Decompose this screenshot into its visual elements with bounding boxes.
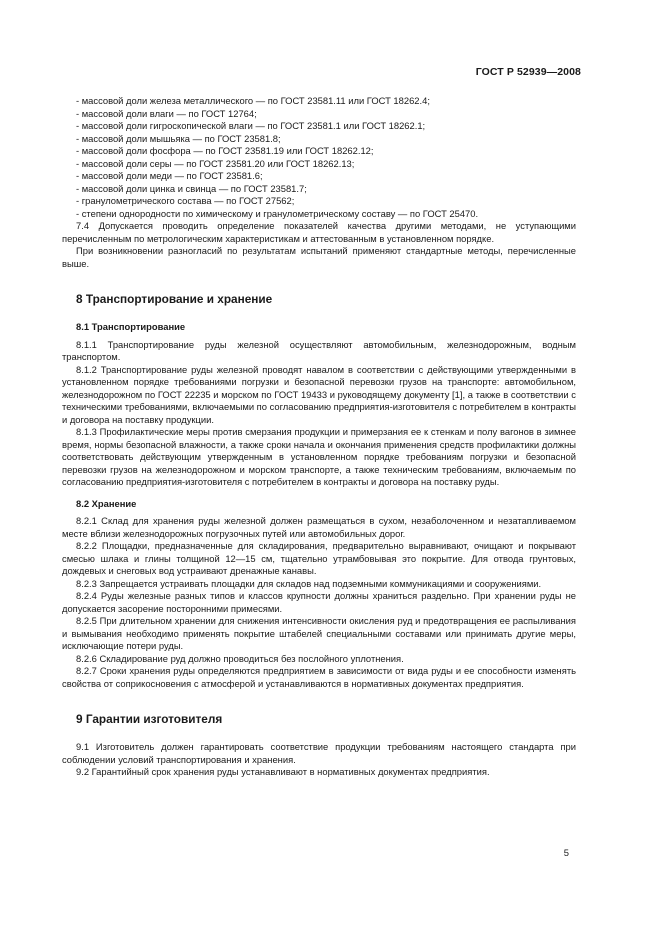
paragraph-dispute: При возникновении разногласий по результатам испытаний применяют стандартные методы, перечисленные выше. xyxy=(62,245,576,269)
paragraph-8-1-2: 8.1.2 Транспортирование руды железной проводят навалом в соответствии с действующими утвержденными в установленном порядке требованиями погрузки и безопасной перевозки грузов на транспорте: автомобильном, железнодорожном по ГОСТ 22235 и морском по ГОСТ 19433 и руководящему документу [1], а также в соответствии с техническими требованиями, включаемыми по согласованию предприятия-изготовителя с потребителем в контракты и договора на поставку продукции. xyxy=(62,363,576,425)
subsection-8-1-heading: 8.1 Транспортирование xyxy=(76,321,186,332)
paragraph-9-1: 9.1 Изготовитель должен гарантировать соответствие продукции требованиям настоящего стандарта при соблюдении условий транспортирования и хранения. xyxy=(62,741,576,765)
page-content xyxy=(62,95,576,779)
methods-list xyxy=(62,95,576,220)
paragraph-8-2-5: 8.2.5 При длительном хранении для снижения интенсивности окисления руд и предотвращения ее распыливания и вымывания необходимо применять покрытие штабелей специальными составами или принимать другие меры, исключающие потери руды. xyxy=(62,615,576,651)
subsection-8-2-heading: 8.2 Хранение xyxy=(76,497,137,509)
list-item: - массовой доли гигроскопической влаги — по ГОСТ 23581.1 или ГОСТ 18262.1; xyxy=(76,120,426,131)
list-item: - массовой доли мышьяка — по ГОСТ 23581.8; xyxy=(76,132,281,144)
paragraph-8-1-3: 8.1.3 Профилактические меры против смерзания продукции и примерзания ее к стенкам и полу вагонов в зимнее время, нормы безопасной влажности, а также сроки начала и окончания применения средств профилактики должны соответствовать действующим утвержденным в установленном порядке требованиям погрузки и безопасной перевозки грузов на железнодорожном и морском транспорте, а также техническим требованиям, включаемым по согласованию предприятия-изготовителя с потребителем в контракты и договора на поставку руды. xyxy=(62,426,576,487)
paragraph-8-1-1: 8.1.1 Транспортирование руды железной осуществляют автомобильным, железнодорожным, водным транспортом. xyxy=(62,338,576,362)
list-item: - массовой доли меди — по ГОСТ 23581.6; xyxy=(76,170,263,181)
list-item: - массовой доли влаги — по ГОСТ 12764; xyxy=(76,107,257,119)
list-item: - массовой доли фосфора — по ГОСТ 23581.19 или ГОСТ 18262.12; xyxy=(76,145,374,156)
paragraph-7-4: 7.4 Допускается проводить определение показателей качества другими методами, не уступающими перечисленным по метрологическим характеристикам и аттестованным в установленном порядке. xyxy=(62,220,576,244)
list-item: - массовой доли цинка и свинца — по ГОСТ 23581.7; xyxy=(76,182,307,194)
list-item: - степени однородности по химическому и гранулометрическому составу — по ГОСТ 25470. xyxy=(76,207,479,219)
list-item: - массовой доли серы — по ГОСТ 23581.20 или ГОСТ 18262.13; xyxy=(76,157,355,169)
document-code: ГОСТ Р 52939—2008 xyxy=(475,66,581,78)
list-item: - массовой доли железа металлического — по ГОСТ 23581.11 или ГОСТ 18262.4; xyxy=(76,95,430,106)
paragraph-9-2: 9.2 Гарантийный срок хранения руды устанавливают в нормативных документах предприятия. xyxy=(76,766,490,777)
section-9-heading: 9 Гарантии изготовителя xyxy=(76,712,223,726)
page-number: 5 xyxy=(563,847,569,858)
paragraph-8-2-6: 8.2.6 Складирование руд должно проводиться без послойного уплотнения. xyxy=(76,652,404,664)
paragraph-8-2-1: 8.2.1 Склад для хранения руды железной должен размещаться в сухом, незаболоченном и незатапливаемом месте вблизи железнодорожных погрузочных путей или автомобильных дорог. xyxy=(62,515,576,539)
paragraph-8-2-7: 8.2.7 Сроки хранения руды определяются предприятием в зависимости от вида руды и ее способности изменять свойства от соприкосновения с атмосферой и устанавливаются в нормативных документах предприятия. xyxy=(62,665,576,689)
list-item: - гранулометрического состава — по ГОСТ 27562; xyxy=(76,195,295,206)
paragraph-8-2-3: 8.2.3 Запрещается устраивать площадки для складов над подземными коммуникациями и сооружениями. xyxy=(76,577,542,589)
paragraph-8-2-4: 8.2.4 Руды железные разных типов и классов крупности должны храниться раздельно. При хранении руды не допускается засорение посторонними примесями. xyxy=(62,590,576,614)
paragraph-8-2-2: 8.2.2 Площадки, предназначенные для складирования, предварительно выравнивают, очищают и покрывают смесью шлака и глины толщиной 12—15 см, тщательно утрамбовывая это покрытие. Для отвода грунтовых, дождевых и снеговых вод устраивают дренажные канавы. xyxy=(62,540,576,576)
section-8-heading: 8 Транспортирование и хранение xyxy=(76,292,273,306)
